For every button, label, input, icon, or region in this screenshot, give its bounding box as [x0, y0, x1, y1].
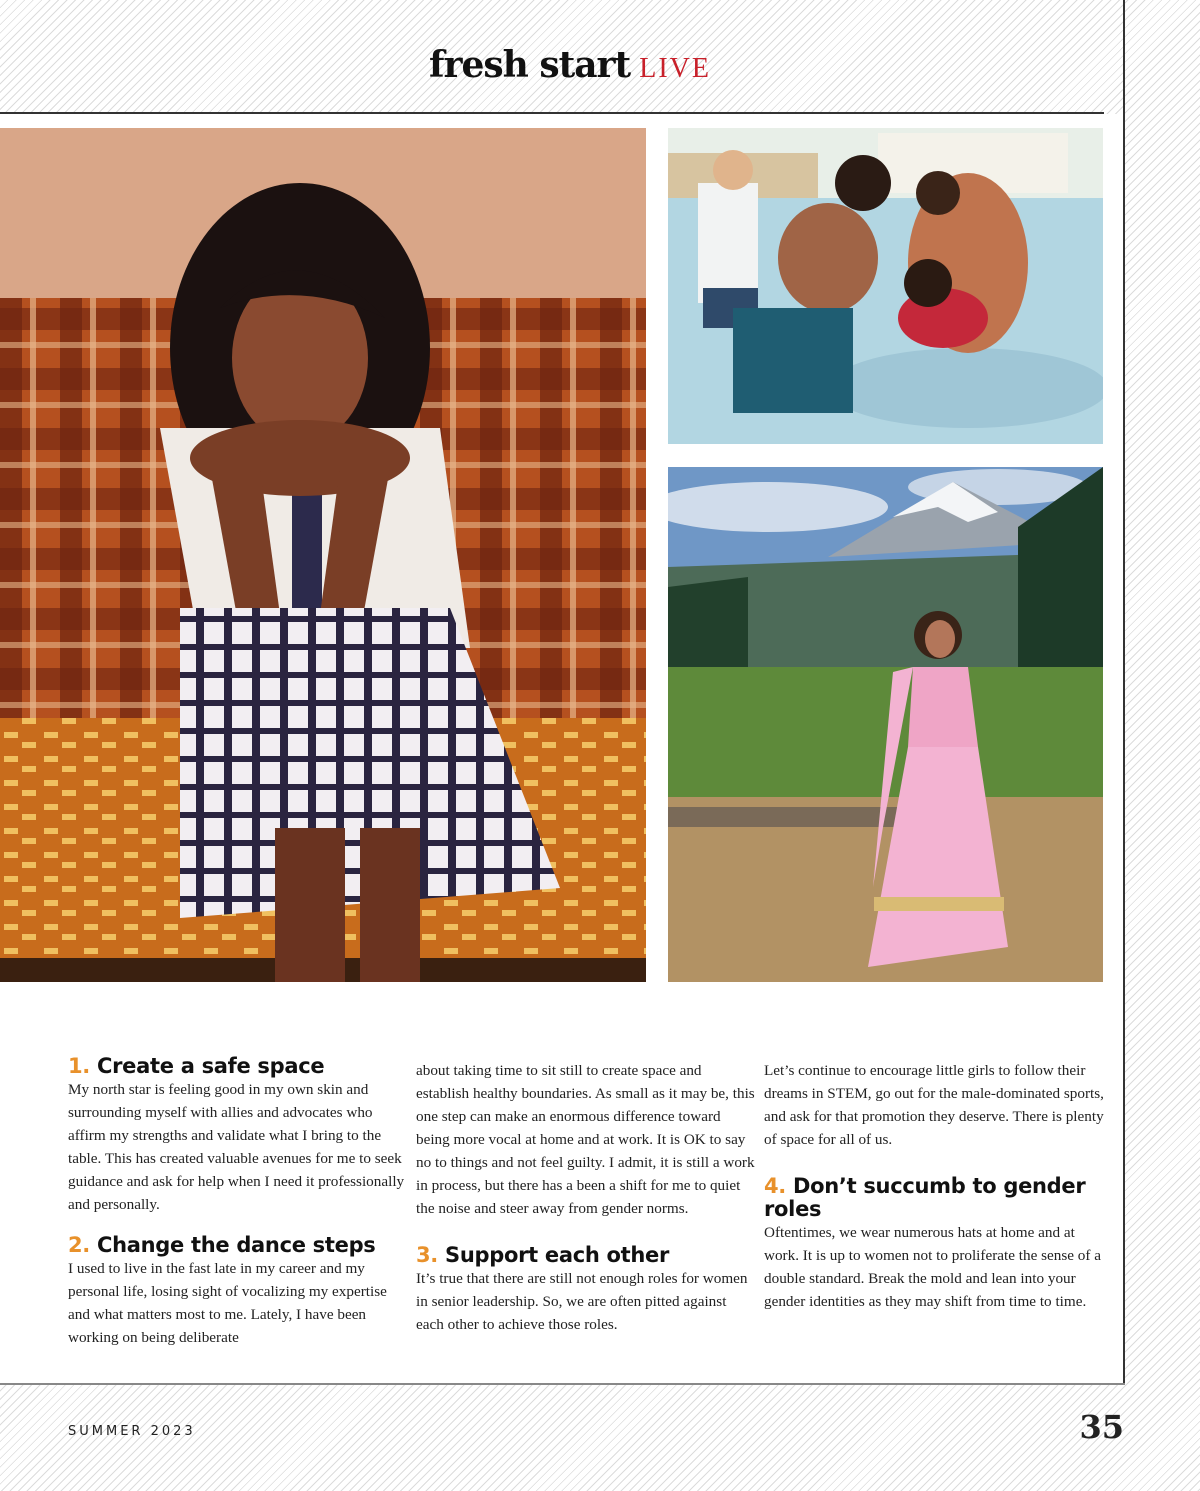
- photo-mountain-portrait: [668, 467, 1103, 982]
- section-heading-2: [68, 1234, 408, 1257]
- section-body-2-continued: about taking time to sit still to create space and establish healthy boundaries. As small as it may be, this one step can make an enormous difference toward being more vocal at home and at work. It is OK to say no to things and not feel guilty. I admit, it is still a work in process, but there has a been a shift for me to quiet the noise and steer away from gender norms.: [416, 1062, 755, 1217]
- section-body-2: I used to live in the fast late in my career and my personal life, losing sight of vocalizing my expertise and what matters most to me. Lately, I have been working on being deliberate: [68, 1260, 387, 1346]
- section-title-4: Don’t succumb to gender roles: [764, 1174, 1086, 1221]
- brand-logo: fresh start: [428, 44, 631, 86]
- article-column-2: [416, 1055, 756, 1336]
- section-body-3-continued: Let’s continue to encourage little girls to follow their dreams in STEM, go out for the male-dominated sports, and ask for that promotion they deserve. There is plenty of space for all of us.: [764, 1062, 1104, 1148]
- section-title-3: Support each other: [445, 1243, 670, 1267]
- section-number-1: 1.: [68, 1054, 90, 1078]
- section-label: LIVE: [639, 53, 711, 84]
- section-title-1: Create a safe space: [97, 1054, 325, 1078]
- masthead: [0, 44, 1140, 86]
- page-edge-rule: [1123, 0, 1125, 1384]
- photo-children-playing-in-sand: [668, 128, 1103, 444]
- footer-rule: [0, 1383, 1125, 1385]
- section-heading-1: [68, 1055, 408, 1078]
- section-body-3: It’s true that there are still not enough roles for women in senior leadership. So, we are often pitted against each other to achieve those roles.: [416, 1270, 748, 1333]
- photo-beach-family: [668, 128, 1103, 444]
- section-body-1: My north star is feeling good in my own skin and surrounding myself with allies and advocates who affirm my strengths and validate what I bring to the table. This has created valuable avenues for me to seek guidance and ask for help when I need it professionally and personally.: [68, 1081, 405, 1213]
- section-number-3: 3.: [416, 1243, 438, 1267]
- section-number-2: 2.: [68, 1233, 90, 1257]
- issue-label: SUMMER 2023: [68, 1424, 196, 1439]
- article-column-1: [68, 1055, 408, 1349]
- section-number-4: 4.: [764, 1174, 786, 1198]
- section-heading-4: [764, 1175, 1104, 1221]
- section-title-2: Change the dance steps: [97, 1233, 376, 1257]
- page-number: 35: [1079, 1408, 1124, 1446]
- section-heading-3: [416, 1244, 756, 1267]
- header-rule: [0, 112, 1104, 114]
- article-column-3: [764, 1055, 1104, 1313]
- photo-woman-in-pink-dress-mountain: [668, 467, 1103, 982]
- section-body-4: Oftentimes, we wear numerous hats at home and at work. It is up to women not to proliferate the sense of a double standard. Break the mold and lean into your gender identities as they may shift from time to time.: [764, 1224, 1101, 1310]
- photo-childhood-portrait: [0, 128, 646, 982]
- photo-girl-on-plaid-couch: [0, 128, 646, 982]
